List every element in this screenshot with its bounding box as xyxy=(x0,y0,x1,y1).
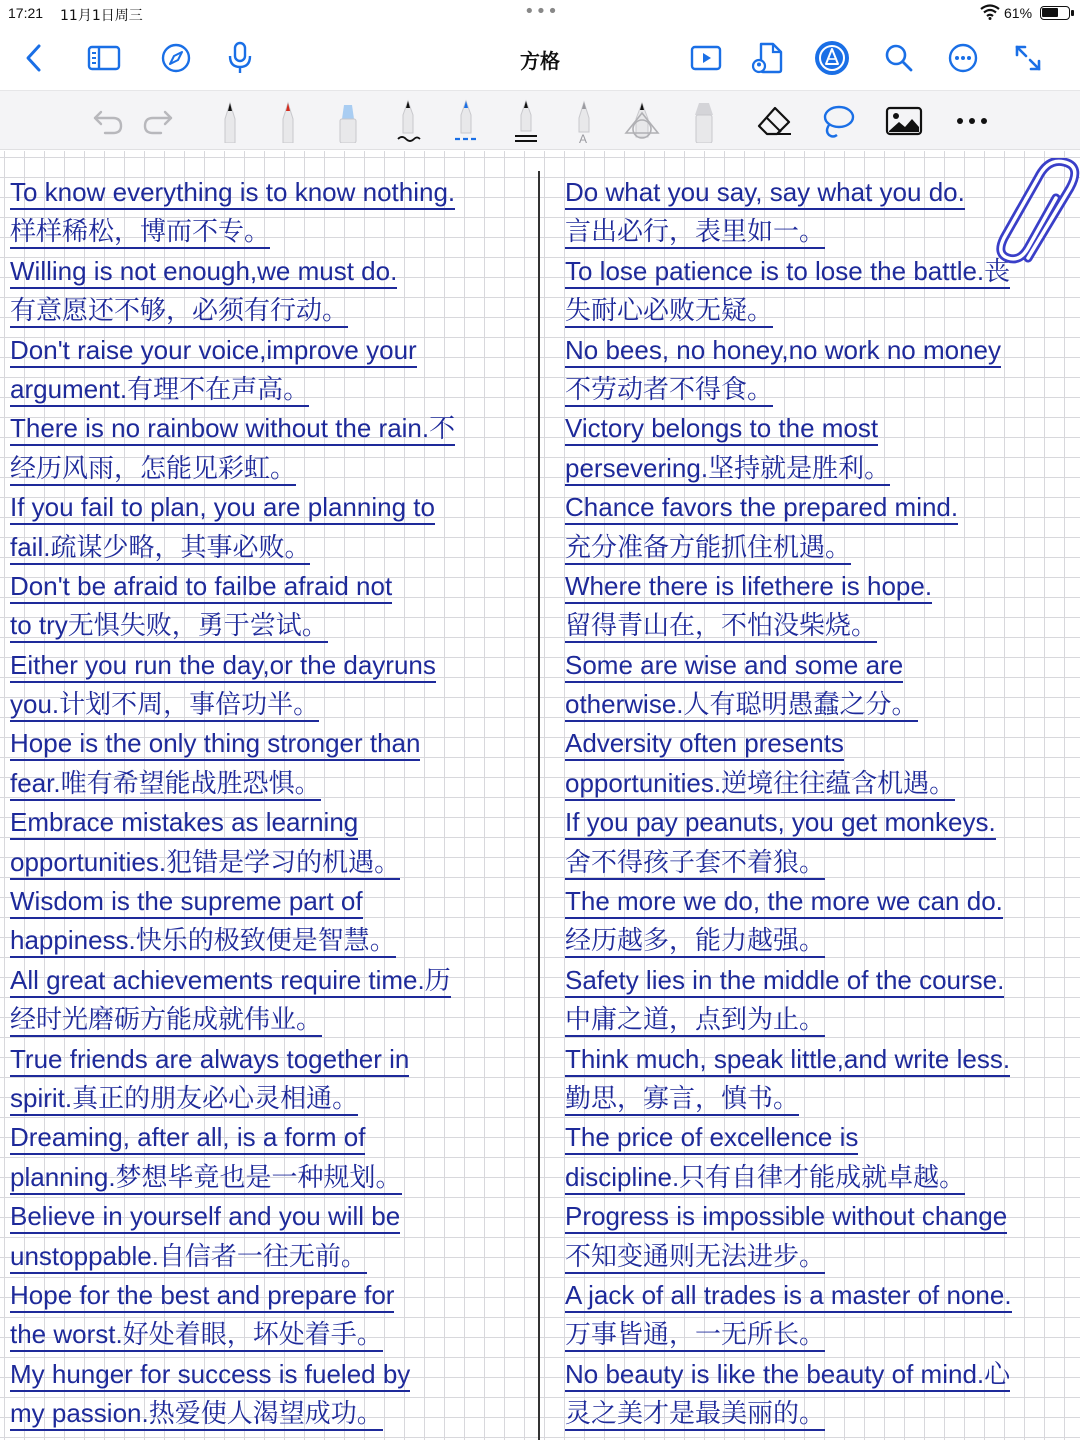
note-line-text: Adversity often presents xyxy=(565,728,844,761)
note-line-text: 灵之美才是最美丽的。 xyxy=(565,1398,825,1431)
battery-percent: 61% xyxy=(1004,5,1033,21)
note-line xyxy=(10,1355,530,1394)
note-line-text: 不劳动者不得食。 xyxy=(565,374,773,407)
pen-blue-dashed-icon[interactable] xyxy=(444,97,488,145)
note-line-text: persevering.坚持就是胜利。 xyxy=(565,453,890,486)
pen-black-lines-icon[interactable] xyxy=(504,97,548,145)
note-line xyxy=(565,567,1070,606)
note-line xyxy=(565,1355,1070,1394)
note-line xyxy=(565,291,1070,330)
shape-tool-icon[interactable] xyxy=(620,97,664,145)
note-line xyxy=(565,606,1070,645)
note-line-text: Don't be afraid to failbe afraid not xyxy=(10,571,392,604)
note-page[interactable] xyxy=(0,151,1080,1440)
note-line-text: 不知变通则无法进步。 xyxy=(565,1241,825,1274)
red-pen-icon[interactable] xyxy=(266,97,310,145)
note-line-text: Dreaming, after all, is a form of xyxy=(10,1122,365,1155)
note-line xyxy=(10,1079,530,1118)
note-line xyxy=(10,1158,530,1197)
note-line-text: 万事皆通，一无所长。 xyxy=(565,1319,825,1352)
tape-tool-icon[interactable] xyxy=(682,97,726,145)
note-line-text: To know everything is to know nothing. xyxy=(10,177,455,210)
note-line-text: Some are wise and some are xyxy=(565,650,903,683)
note-line-text: 勤思，寡言，慎书。 xyxy=(565,1083,799,1116)
undo-icon[interactable] xyxy=(86,97,130,145)
note-line xyxy=(565,1079,1070,1118)
note-line-text: If you fail to plan, you are planning to xyxy=(10,492,435,525)
note-line-text: 经历越多，能力越强。 xyxy=(565,925,825,958)
expand-icon[interactable] xyxy=(1010,40,1046,76)
note-line-text: The price of excellence is xyxy=(565,1122,858,1155)
note-line-text: 舍不得孩子套不着狼。 xyxy=(565,847,825,880)
note-line xyxy=(565,1315,1070,1354)
note-line xyxy=(565,488,1070,527)
note-line xyxy=(565,961,1070,1000)
top-toolbar xyxy=(0,28,1080,90)
note-line xyxy=(10,1237,530,1276)
note-line xyxy=(565,843,1070,882)
note-line-text: There is no rainbow without the rain.不 xyxy=(10,413,455,446)
image-icon[interactable] xyxy=(882,97,926,145)
note-line-text: you.计划不周，事倍功半。 xyxy=(10,689,319,722)
note-line xyxy=(565,1118,1070,1157)
note-line xyxy=(10,567,530,606)
note-line xyxy=(10,803,530,842)
note-line-text: 经时光磨砺方能成就伟业。 xyxy=(10,1004,322,1037)
status-time: 17:21 xyxy=(8,5,44,21)
status-date: 11月1日周三 xyxy=(60,8,143,24)
note-line-text: Hope for the best and prepare for xyxy=(10,1280,394,1313)
note-line-text: 失耐心必败无疑。 xyxy=(565,295,773,328)
note-line xyxy=(565,724,1070,763)
note-line xyxy=(565,882,1070,921)
note-line-text: Chance favors the prepared mind. xyxy=(565,492,958,525)
note-line xyxy=(10,882,530,921)
note-line xyxy=(10,212,530,251)
note-line xyxy=(565,1394,1070,1433)
note-line-text: No bees, no honey,no work no money xyxy=(565,335,1001,368)
note-line xyxy=(10,1197,530,1236)
note-line-text: A jack of all trades is a master of none. xyxy=(565,1280,1012,1313)
redo-icon[interactable] xyxy=(136,97,180,145)
note-line xyxy=(10,961,530,1000)
note-line xyxy=(565,1040,1070,1079)
note-line-text: Either you run the day,or the dayruns xyxy=(10,650,436,683)
note-line-text: 样样稀松，博而不专。 xyxy=(10,216,270,249)
svg-text:A: A xyxy=(579,132,588,144)
status-bar xyxy=(0,0,1080,28)
note-line-text: Where there is lifethere is hope. xyxy=(565,571,932,604)
note-line-text: 经历风雨，怎能见彩虹。 xyxy=(10,453,296,486)
note-line xyxy=(10,173,530,212)
note-line-text: my passion.热爱使人渴望成功。 xyxy=(10,1398,383,1431)
note-line-text: opportunities.逆境往往蕴含机遇。 xyxy=(565,768,955,801)
note-line xyxy=(565,921,1070,960)
note-line xyxy=(565,764,1070,803)
note-line-text: argument.有理不在声高。 xyxy=(10,374,309,407)
note-line xyxy=(565,685,1070,724)
more-tools-icon[interactable] xyxy=(950,97,994,145)
note-line xyxy=(10,449,530,488)
note-line xyxy=(10,724,530,763)
note-line-text: discipline.只有自律才能成就卓越。 xyxy=(565,1162,965,1195)
column-divider xyxy=(538,171,540,1440)
note-line xyxy=(10,646,530,685)
note-line-text: True friends are always together in xyxy=(10,1044,409,1077)
search-icon[interactable] xyxy=(881,40,917,76)
note-line xyxy=(565,1158,1070,1197)
pen-toolbar xyxy=(0,90,1080,150)
note-line xyxy=(10,1276,530,1315)
note-line xyxy=(10,1394,530,1433)
note-line-text: 言出必行，表里如一。 xyxy=(565,216,825,249)
left-column xyxy=(10,173,530,1434)
note-line xyxy=(565,1197,1070,1236)
note-line xyxy=(10,370,530,409)
wifi-icon xyxy=(980,4,1000,24)
note-line xyxy=(565,528,1070,567)
note-line xyxy=(10,331,530,370)
note-line xyxy=(565,1000,1070,1039)
note-line-text: fail.疏谋少略，其事必败。 xyxy=(10,532,310,565)
blue-highlighter-icon[interactable] xyxy=(326,97,370,145)
note-line-text: Do what you say, say what you do. xyxy=(565,177,965,210)
note-line-text: Believe in yourself and you will be xyxy=(10,1201,400,1234)
note-line xyxy=(565,803,1070,842)
note-line xyxy=(565,331,1070,370)
note-line-text: 充分准备方能抓住机遇。 xyxy=(565,532,851,565)
note-line-text: All great achievements require time.历 xyxy=(10,965,451,998)
note-line xyxy=(10,606,530,645)
note-line-text: No beauty is like the beauty of mind.心 xyxy=(565,1359,1010,1392)
note-line xyxy=(10,1000,530,1039)
battery-icon xyxy=(1040,6,1070,20)
more-icon[interactable] xyxy=(945,40,981,76)
note-line-text: opportunities.犯错是学习的机遇。 xyxy=(10,847,400,880)
black-pen-icon[interactable] xyxy=(208,97,252,145)
note-line-text: Think much, speak little,and write less. xyxy=(565,1044,1010,1077)
note-line xyxy=(565,370,1070,409)
note-line-text: Embrace mistakes as learning xyxy=(10,807,358,840)
note-line-text: 中庸之道，点到为止。 xyxy=(565,1004,825,1037)
pencil-circle-icon[interactable] xyxy=(814,40,850,76)
note-line-text: spirit.真正的朋友必心灵相通。 xyxy=(10,1083,358,1116)
note-line xyxy=(565,449,1070,488)
pen-black-wavy-icon[interactable] xyxy=(386,97,430,145)
note-line xyxy=(565,409,1070,448)
note-line xyxy=(565,1237,1070,1276)
note-line xyxy=(565,1276,1070,1315)
note-line-text: unstoppable.自信者一往无前。 xyxy=(10,1241,367,1274)
note-line-text: If you pay peanuts, you get monkeys. xyxy=(565,807,996,840)
note-line-text: Progress is impossible without change xyxy=(565,1201,1007,1234)
right-column xyxy=(565,173,1070,1434)
note-line xyxy=(10,1315,530,1354)
note-line xyxy=(10,252,530,291)
note-line xyxy=(10,409,530,448)
note-line xyxy=(10,528,530,567)
paperclip-icon xyxy=(990,158,1080,272)
note-line-text: 有意愿还不够，必须有行动。 xyxy=(10,295,348,328)
eraser-icon[interactable] xyxy=(752,97,796,145)
note-line xyxy=(10,764,530,803)
note-line-text: Wisdom is the supreme part of xyxy=(10,886,363,919)
note-line xyxy=(10,1118,530,1157)
multitask-dots[interactable]: ••• xyxy=(524,1,559,22)
document-user-icon[interactable] xyxy=(750,40,786,76)
note-line xyxy=(10,1040,530,1079)
note-line xyxy=(10,843,530,882)
note-line-text: Victory belongs to the most xyxy=(565,413,878,446)
play-icon[interactable] xyxy=(688,40,724,76)
note-line xyxy=(10,291,530,330)
document-title[interactable]: 方格 xyxy=(520,49,560,73)
note-line-text: to try无惧失败，勇于尝试。 xyxy=(10,610,328,643)
note-line-text: Don't raise your voice,improve your xyxy=(10,335,417,368)
note-line-text: The more we do, the more we can do. xyxy=(565,886,1003,919)
note-line-text: happiness.快乐的极致便是智慧。 xyxy=(10,925,396,958)
note-line-text: Safety lies in the middle of the course. xyxy=(565,965,1004,998)
note-line xyxy=(565,646,1070,685)
note-line-text: the worst.好处着眼，坏处着手。 xyxy=(10,1319,383,1352)
lasso-icon[interactable] xyxy=(816,97,860,145)
note-line-text: otherwise.人有聪明愚蠢之分。 xyxy=(565,689,918,722)
note-line-text: planning.梦想毕竟也是一种规划。 xyxy=(10,1162,402,1195)
note-line-text: fear.唯有希望能战胜恐惧。 xyxy=(10,768,321,801)
note-line-text: To lose patience is to lose the battle.丧 xyxy=(565,256,1010,289)
note-line xyxy=(10,921,530,960)
text-tool-icon[interactable] xyxy=(562,97,606,145)
note-line-text: Hope is the only thing stronger than xyxy=(10,728,420,761)
note-line-text: 留得青山在，不怕没柴烧。 xyxy=(565,610,877,643)
note-line-text: My hunger for success is fueled by xyxy=(10,1359,410,1392)
note-line-text: Willing is not enough,we must do. xyxy=(10,256,397,289)
note-line xyxy=(10,488,530,527)
note-line xyxy=(10,685,530,724)
